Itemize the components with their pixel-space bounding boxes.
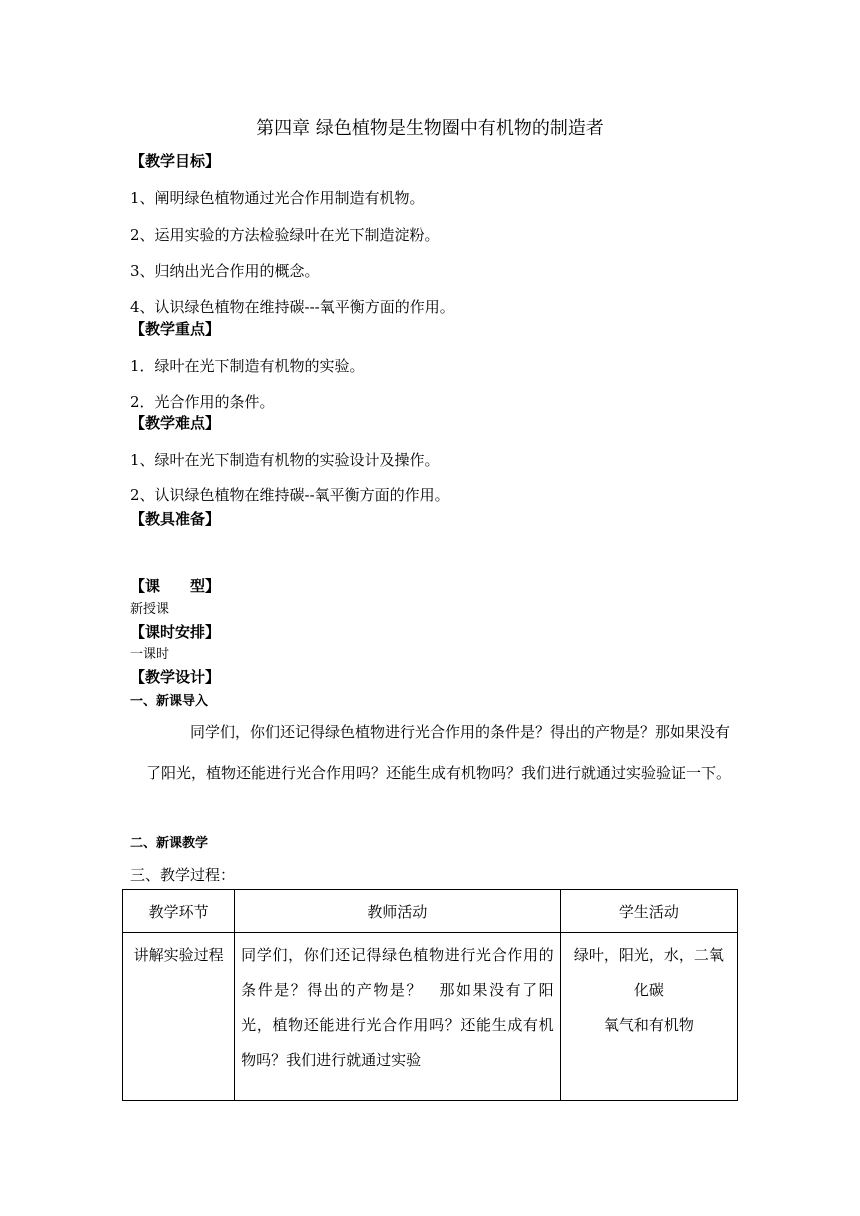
objectives-heading: 【教学目标】	[130, 152, 221, 170]
table-row	[123, 933, 738, 1101]
difficulty-item: 2、认识绿色植物在维持碳--氧平衡方面的作用。	[130, 486, 450, 504]
process-table	[122, 889, 738, 1101]
header-teacher: 教师活动	[235, 890, 561, 933]
objective-item: 1、阐明绿色植物通过光合作用制造有机物。	[130, 189, 425, 207]
intro-paragraph	[146, 712, 736, 794]
objective-item: 4、认识绿色植物在维持碳---氧平衡方面的作用。	[130, 298, 455, 316]
materials-heading: 【教具准备】	[130, 510, 221, 528]
schedule-value: 一课时	[130, 647, 170, 662]
header-stage: 教学环节	[123, 890, 235, 933]
student-line: 氧气和有机物	[603, 1016, 694, 1034]
design-heading: 【教学设计】	[130, 668, 221, 686]
key-point-item: 1．绿叶在光下制造有机物的实验。	[130, 357, 365, 375]
key-points-heading: 【教学重点】	[130, 320, 221, 338]
cell-student	[560, 933, 737, 1101]
lesson-type-heading: 【课 型】	[130, 577, 221, 595]
header-student: 学生活动	[560, 890, 737, 933]
cell-stage: 讲解实验过程	[123, 933, 235, 1101]
cell-teacher: 同学们，你们还记得绿色植物进行光合作用的条件是？得出的产物是？ 那如果没有了阳光，植物还能进行光合作用吗？还能生成有机物吗？我们进行就通过实验	[235, 933, 561, 1101]
lesson-type-value: 新授课	[130, 602, 170, 617]
intro-text: 同学们，你们还记得绿色植物进行光合作用的条件是？得出的产物是？那如果没有了阳光，植物还能进行光合作用吗？还能生成有机物吗？我们进行就通过实验验证一下。	[146, 723, 732, 782]
difficulties-heading: 【教学难点】	[130, 414, 221, 432]
objective-item: 3、归纳出光合作用的概念。	[130, 262, 320, 280]
process-heading: 三、教学过程：	[130, 866, 236, 884]
objective-item: 2、运用实验的方法检验绿叶在光下制造淀粉。	[130, 226, 440, 244]
difficulty-item: 1、绿叶在光下制造有机物的实验设计及操作。	[130, 451, 440, 469]
schedule-heading: 【课时安排】	[130, 623, 221, 641]
student-line: 绿叶，阳光，水，二氧化碳	[573, 946, 724, 999]
intro-heading: 一、新课导入	[130, 694, 209, 709]
key-point-item: 2．光合作用的条件。	[130, 393, 275, 411]
page-title: 第四章 绿色植物是生物圈中有机物的制造者	[256, 118, 604, 139]
table-header-row	[123, 890, 738, 933]
teaching-heading: 二、新课教学	[130, 836, 209, 851]
